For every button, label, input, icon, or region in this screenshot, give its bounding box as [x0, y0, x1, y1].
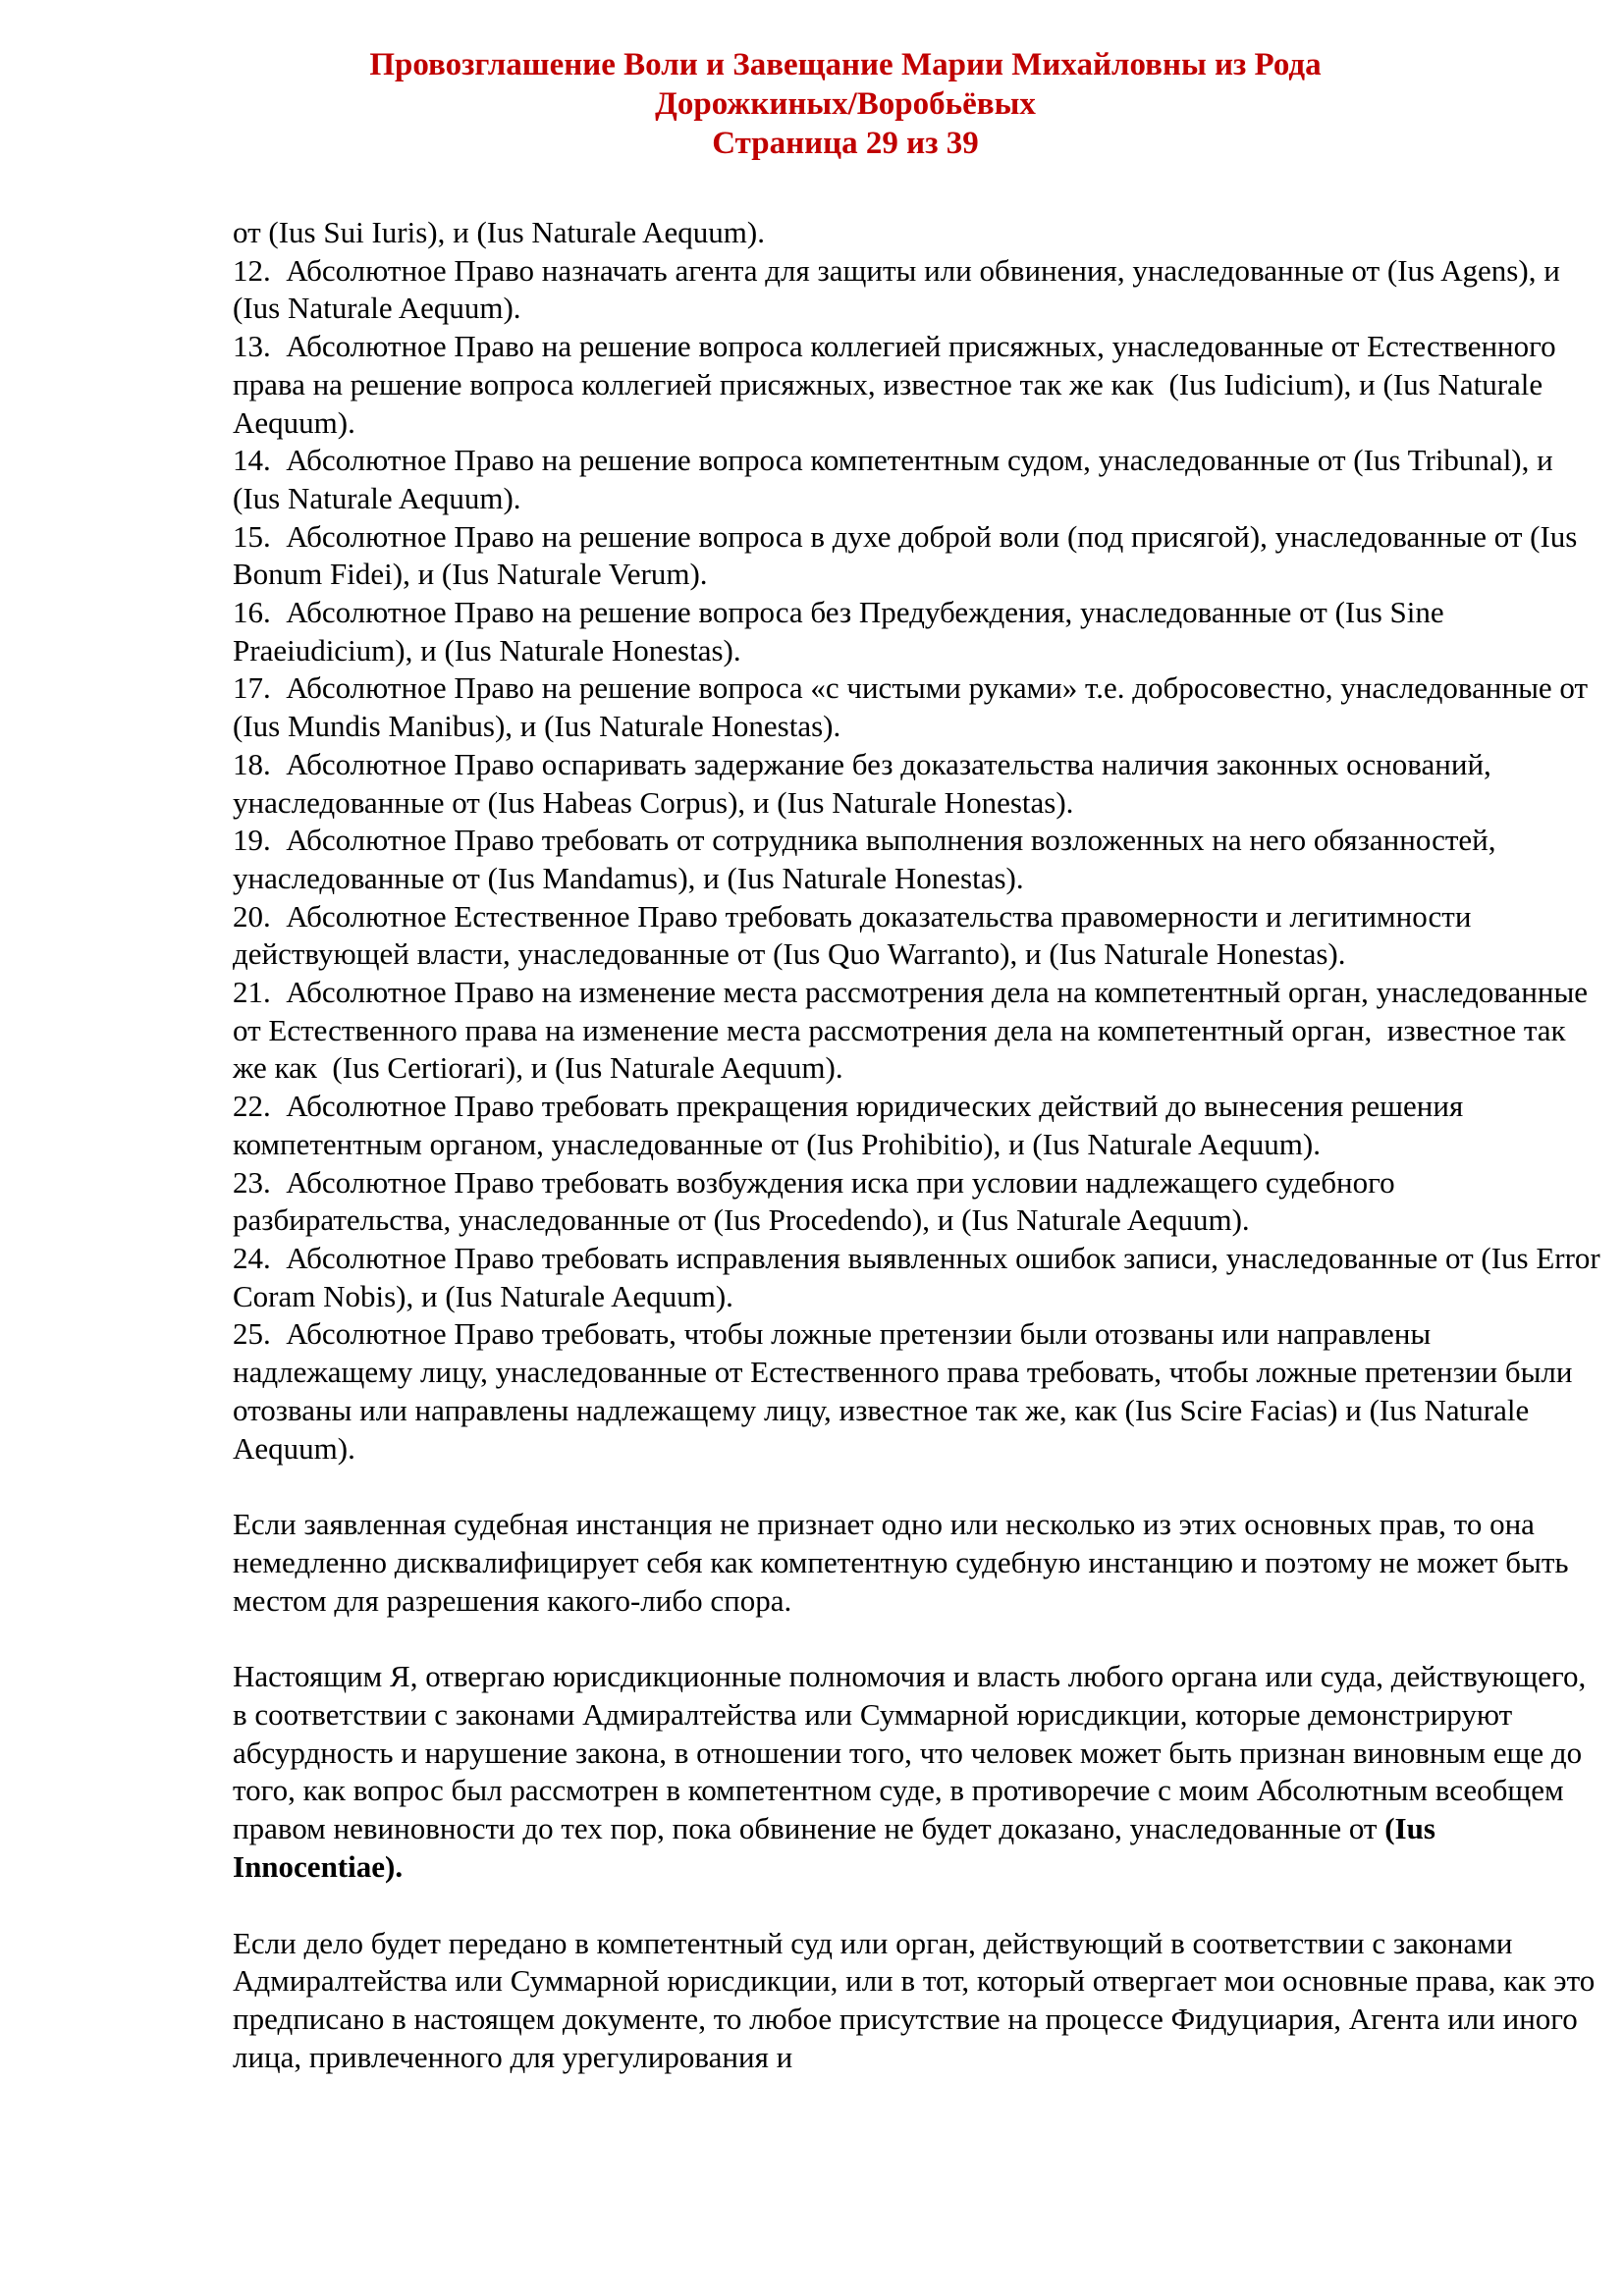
page-indicator: Страница 29 из 39	[712, 126, 979, 161]
document-header	[67, 0, 1624, 163]
rights-list-item-25: 25. Абсолютное Право требовать, чтобы ложные претензии были отозваны или направлены надлежащему лицу, унаследованные от Естественного права требовать, чтобы ложные претензии были отозваны или направлены надлежащему лицу, известное так же, как (Ius Scire Facias) и (Ius Naturale Aequum).	[233, 1316, 1581, 1466]
paragraph-jurisdiction-rejection-text: Настоящим Я, отвергаю юрисдикционные полномочия и власть любого органа или суда, действующего, в соответствии с законами Адмиралтейства или Суммарной юрисдикции, которые демонстрируют абсурдность и нарушение закона, в отношении того, что человек может быть признан виновным еще до того, как вопрос был рассмотрен в компетентном суде, в противоречие с моим Абсолютным всеобщем правом невиновности до тех пор, пока обвинение не будет доказано, унаследованные от	[233, 1659, 1594, 1846]
paragraph-transfer: Если дело будет передано в компетентный суд или орган, действующий в соответствии с законами Адмиралтейства или Суммарной юрисдикции, или в тот, который отвергает мои основные права, как это предписано в настоящем документе, то любое присутствие на процессе Фидуциария, Агента или иного лица, привлеченного для урегулирования и	[233, 1925, 1602, 2074]
ius-innocentiae-bold-text: (Ius Innocentiae).	[233, 1811, 1443, 1884]
rights-list-item-18: 18. Абсолютное Право оспаривать задержание без доказательства наличия законных оснований, унаследованные от (Ius Habeas Corpus), и (Ius Naturale Honestas).	[233, 746, 1499, 820]
rights-list-item-22: 22. Абсолютное Право требовать прекращения юридических действий до вынесения решения компетентным органом, унаследованные от (Ius Prohibitio), и (Ius Naturale Aequum).	[233, 1089, 1471, 1161]
rights-list-item-19: 19. Абсолютное Право требовать от сотрудника выполнения возложенных на него обязанностей, унаследованные от (Ius Mandamus), и (Ius Naturale Honestas).	[233, 823, 1504, 895]
rights-list-item-20: 20. Абсолютное Естественное Право требовать доказательства правомерности и легитимности действующей власти, унаследованные от (Ius Quo Warranto), и (Ius Naturale Honestas).	[233, 898, 1480, 972]
rights-list-item-16: 16. Абсолютное Право на решение вопроса без Предубеждения, унаследованные от (Ius Sine Praeiudicium), и (Ius Naturale Honestas).	[233, 595, 1452, 667]
rights-list-item-15: 15. Абсолютное Право на решение вопроса в духе доброй воли (под присягой), унаследованные от (Ius Bonum Fidei), и (Ius Naturale Verum).	[233, 518, 1586, 592]
document-title-line-1: Провозглашение Воли и Завещание Марии Михайловны из Рода	[369, 47, 1322, 82]
rights-list-item-14: 14. Абсолютное Право на решение вопроса компетентным судом, унаследованные от (Ius Tribunal), и (Ius Naturale Aequum).	[233, 443, 1561, 515]
rights-list-item-23: 23. Абсолютное Право требовать возбуждения иска при условии надлежащего судебного разбирательства, унаследованные от (Ius Procedendo), и (Ius Naturale Aequum).	[233, 1164, 1403, 1238]
rights-list	[233, 214, 1606, 1468]
rights-list-item-13: 13. Абсолютное Право на решение вопроса коллегией присяжных, унаследованные от Естественного права на решение вопроса коллегией присяжных, известное так же как (Ius Iudicium), и (Ius Naturale Aequum).	[233, 329, 1564, 440]
rights-list-item-carryover: от (Ius Sui Iuris), и (Ius Naturale Aequum).	[233, 215, 765, 249]
rights-list-item-17: 17. Абсолютное Право на решение вопроса «с чистыми руками» т.е. добросовестно, унаследованные от (Ius Mundis Manibus), и (Ius Naturale Honestas).	[233, 670, 1596, 744]
paragraph-jurisdiction-rejection	[233, 1658, 1606, 1886]
document-body	[0, 214, 1624, 2076]
rights-list-item-12: 12. Абсолютное Право назначать агента для защиты или обвинения, унаследованные от (Ius Agens), и (Ius Naturale Aequum).	[233, 252, 1568, 326]
document-title-line-2: Дорожкиных/Воробьёвых	[655, 86, 1036, 122]
rights-list-item-24: 24. Абсолютное Право требовать исправления выявленных ошибок записи, унаследованные от (Ius Error Coram Nobis), и (Ius Naturale Aequum).	[233, 1240, 1608, 1313]
rights-list-item-21: 21. Абсолютное Право на изменение места рассмотрения дела на компетентный орган, унаследованные от Естественного права на изменение места рассмотрения дела на компетентный орган, известное так же как (Ius Certiorari), и (Ius Naturale Aequum).	[233, 975, 1596, 1086]
paragraph-disqualification: Если заявленная судебная инстанция не признает одно или несколько из этих основных прав, то она немедленно дисквалифицирует себя как компетентную судебную инстанцию и поэтому не может быть местом для разрешения какого-либо спора.	[233, 1507, 1577, 1618]
